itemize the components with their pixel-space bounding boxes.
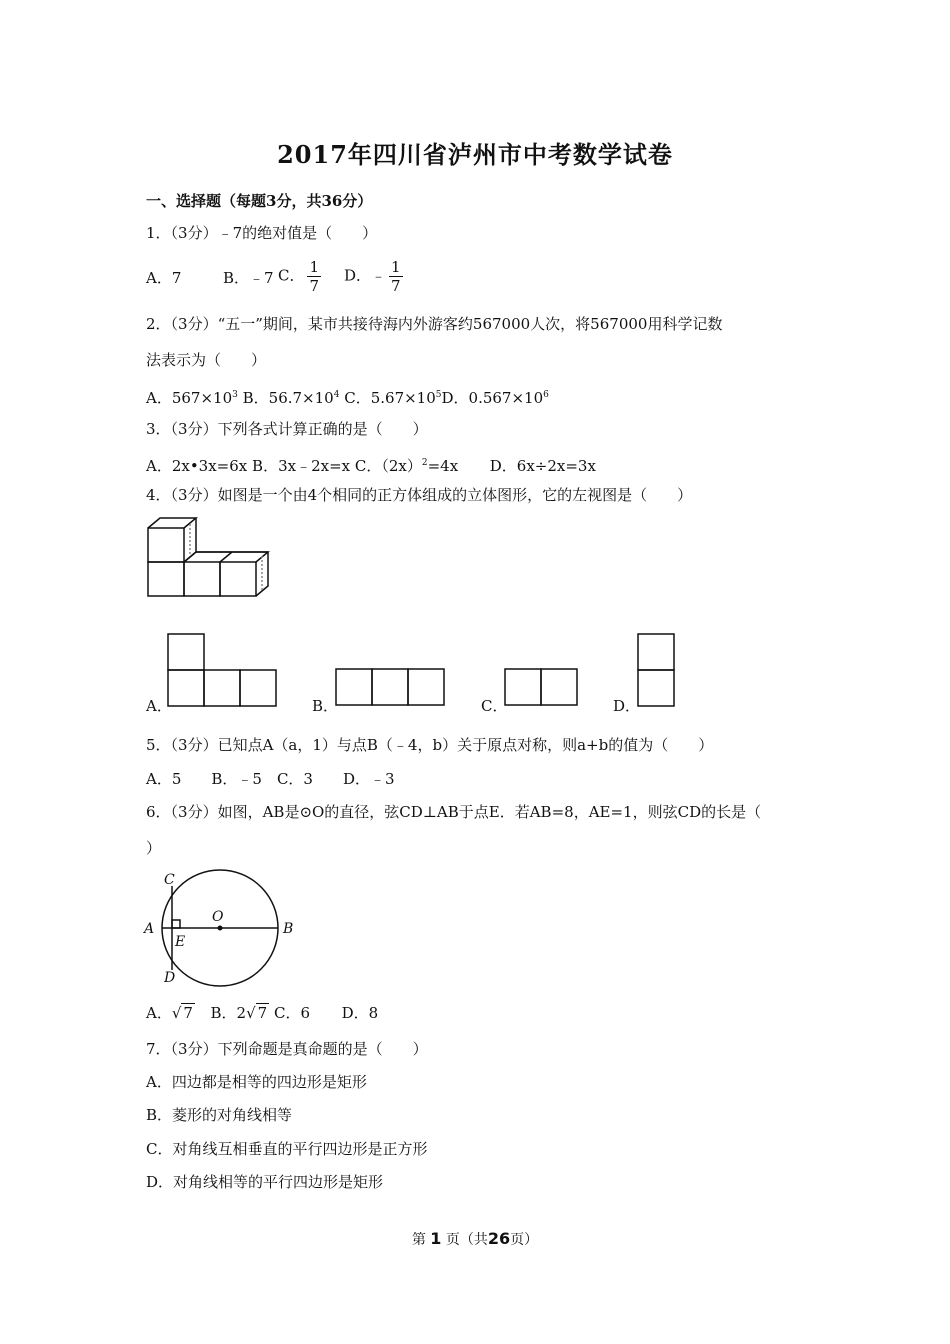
- q2-option-d-text: D．0.567×10: [441, 389, 544, 407]
- square: [638, 670, 674, 706]
- footer-post: 页）: [510, 1232, 539, 1248]
- question-5-stem: 5．（3分）已知点A（a，1）与点B（﹣4，b）关于原点对称，则a+b的值为（ ）: [146, 736, 714, 754]
- q3-option-b[interactable]: B．3x﹣2x=x: [252, 457, 351, 475]
- question-1-options: [146, 268, 274, 288]
- footer-mid: 页（共: [445, 1232, 488, 1248]
- square: [240, 670, 276, 706]
- q6-option-b-label: B．2: [210, 1004, 247, 1022]
- q6-option-a-label: A．: [146, 1004, 172, 1022]
- label-o: O: [212, 909, 224, 925]
- q4-option-d-label[interactable]: D．: [613, 697, 641, 715]
- cube-top-face: [148, 518, 196, 528]
- q7-option-d[interactable]: D．对角线相等的平行四边形是矩形: [146, 1173, 384, 1191]
- q2-option-b[interactable]: [243, 389, 340, 407]
- question-7-stem: 7．（3分）下列命题是真命题的是（ ）: [146, 1040, 428, 1058]
- sqrt-expression: √ 7: [246, 1004, 268, 1022]
- label-d: D: [164, 970, 176, 986]
- question-2-stem-line2: 法表示为（ ）: [146, 351, 267, 369]
- question-3-options: [146, 453, 596, 476]
- q6-option-b[interactable]: [211, 1004, 270, 1022]
- exponent: 3: [232, 390, 238, 400]
- q3-option-a[interactable]: A．2x•3x=6x: [146, 457, 248, 475]
- q4-option-c-figure[interactable]: [504, 668, 580, 708]
- cube-front-face: [184, 562, 220, 596]
- page-number: 1: [430, 1229, 442, 1248]
- page-title: 2017年四川省泸州市中考数学试卷: [277, 140, 673, 169]
- center-point: [218, 926, 223, 931]
- circle-figure: [140, 866, 300, 994]
- question-6-stem-line1: 6．（3分）如图，AB是⊙O的直径，弦CD⊥AB于点E．若AB=8，AE=1，则弦CD的长是（: [146, 803, 762, 821]
- numerator: 1: [391, 258, 401, 276]
- right-angle-mark: [172, 920, 180, 928]
- q4-option-d-figure[interactable]: [637, 633, 677, 709]
- square: [541, 669, 577, 705]
- q4-option-b-label[interactable]: B．: [312, 697, 339, 715]
- page-footer: [0, 1229, 950, 1249]
- denominator: 7: [391, 277, 401, 295]
- square: [168, 670, 204, 706]
- q6-option-a[interactable]: [146, 1004, 195, 1022]
- q2-option-c-text: C．5.67×10: [344, 389, 436, 407]
- page-total: 26: [487, 1229, 511, 1248]
- q1-option-b[interactable]: B．﹣7: [222, 269, 274, 287]
- q3-option-d[interactable]: D．6x÷2x=3x: [489, 457, 596, 475]
- square: [408, 669, 444, 705]
- exponent: 2: [421, 458, 428, 468]
- q6-option-c[interactable]: C．6: [273, 1004, 311, 1022]
- q3-option-c-text: C．（2x）: [354, 457, 422, 475]
- question-4-stem: 4．（3分）如图是一个由4个相同的正方体组成的立体图形，它的左视图是（ ）: [146, 486, 693, 504]
- q7-option-b[interactable]: B．菱形的对角线相等: [146, 1106, 293, 1124]
- square: [204, 670, 240, 706]
- square: [638, 634, 674, 670]
- question-3-stem: 3．（3分）下列各式计算正确的是（ ）: [146, 420, 428, 438]
- cube-front-face: [148, 562, 184, 596]
- question-2-stem-line1: 2．（3分）“五一”期间，某市共接待海内外游客约567000人次，将567000用科学记数: [146, 315, 723, 333]
- cubes-3d-figure: [146, 516, 276, 600]
- square: [505, 669, 541, 705]
- q4-option-a-figure[interactable]: [167, 633, 279, 709]
- question-2-options: [146, 385, 549, 408]
- cube-edge: [220, 552, 232, 562]
- label-b: B: [283, 921, 294, 937]
- q4-option-a-label[interactable]: A．: [146, 697, 172, 715]
- exponent: 5: [435, 390, 442, 400]
- q1-option-a[interactable]: A．7: [146, 269, 182, 287]
- q2-option-b-text: B．56.7×10: [242, 389, 334, 407]
- q3-option-c-tail: =4x: [427, 457, 459, 475]
- sqrt-expression: √ 7: [171, 1004, 193, 1022]
- q7-option-c[interactable]: C．对角线互相垂直的平行四边形是正方形: [146, 1140, 428, 1158]
- q1-option-c-label: C．: [278, 266, 305, 285]
- question-5-options[interactable]: A．5 B．﹣5 C．3 D．﹣3: [146, 770, 395, 788]
- q3-option-c[interactable]: [355, 457, 458, 475]
- radicand: 7: [257, 1004, 268, 1022]
- q2-option-c[interactable]: [344, 389, 441, 407]
- q2-option-d[interactable]: [442, 389, 549, 407]
- label-e: E: [175, 934, 186, 950]
- label-a: A: [144, 921, 155, 937]
- question-6-options: [146, 1003, 378, 1023]
- exponent: 6: [543, 390, 549, 400]
- radicand: 7: [183, 1004, 193, 1022]
- q1-option-d-label: D．﹣: [344, 266, 387, 285]
- label-c: C: [164, 872, 175, 888]
- question-6-stem-line2: ）: [146, 839, 162, 857]
- square: [336, 669, 372, 705]
- numerator: 1: [309, 258, 320, 276]
- cube-front-face: [148, 528, 184, 562]
- denominator: 7: [309, 277, 320, 295]
- question-1-stem: 1．（3分）﹣7的绝对值是（ ）: [146, 224, 378, 242]
- square: [372, 669, 408, 705]
- q1-option-c[interactable]: [278, 258, 324, 295]
- section-heading: 一、选择题（每题3分，共36分）: [146, 192, 373, 210]
- q2-option-a-text: A．567×10: [146, 389, 233, 407]
- exponent: 4: [333, 390, 340, 400]
- q1-option-d[interactable]: [344, 258, 406, 295]
- fraction: [307, 258, 321, 295]
- q4-option-c-label[interactable]: C．: [481, 697, 508, 715]
- fraction: [389, 258, 403, 295]
- q2-option-a[interactable]: [146, 389, 238, 407]
- cube-front-face: [220, 562, 256, 596]
- q4-option-b-figure[interactable]: [335, 668, 447, 708]
- q6-option-d[interactable]: D．8: [341, 1004, 379, 1022]
- q7-option-a[interactable]: A．四边都是相等的四边形是矩形: [146, 1073, 367, 1091]
- square: [168, 634, 204, 670]
- footer-pre: 第: [411, 1232, 426, 1248]
